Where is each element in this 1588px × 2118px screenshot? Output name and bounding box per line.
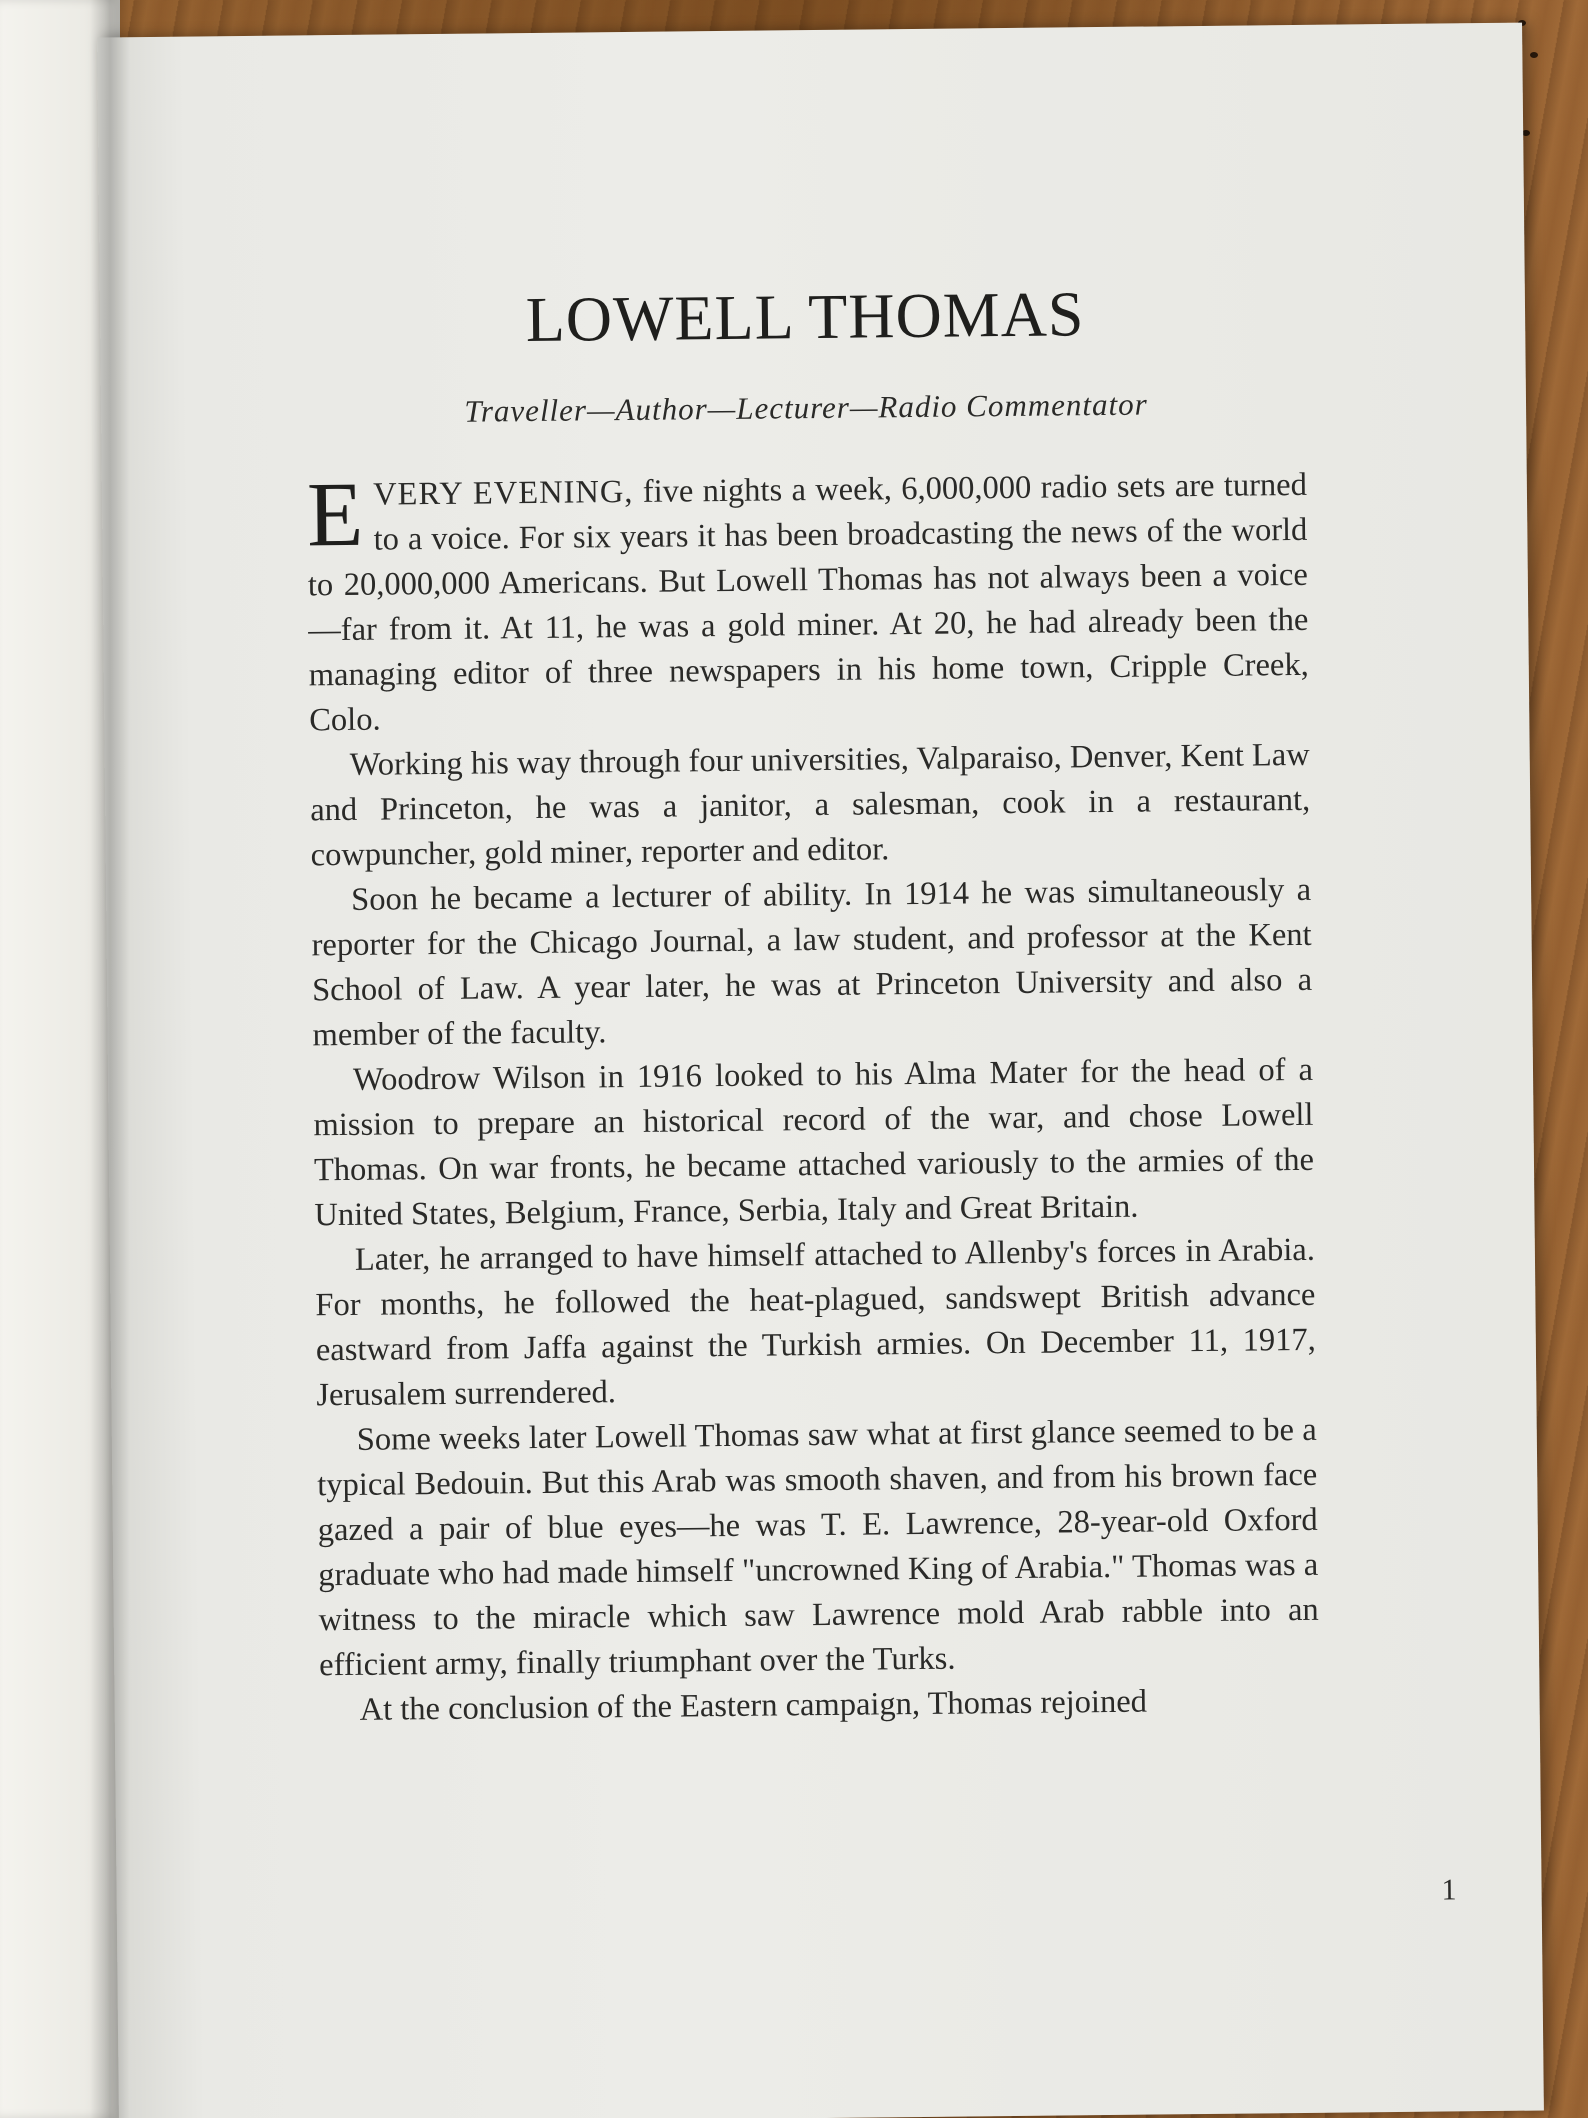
paragraph-1-text: five nights a week, 6,000,000 radio sets are turned to a voice. For six years it has been broadcasting the news of the world to 20,000,000 Americans. But Lowell Thomas has not always been a voice—far from it. At 11, he was a gold miner. At 20, he had already been the managing editor of three newspapers in his home town, Cripple Creek, Colo. xyxy=(307,466,1309,739)
paragraph-5: Later, he arranged to have himself attached to Allenby's forces in Arabia. For months, he followed the heat-plagued, sandswept British advance eastward from Jaffa against the Turkish armies. On December 11, 1917, Jerusalem surrendered. xyxy=(315,1231,1316,1414)
paragraph-1 xyxy=(307,463,1310,743)
page-subtitle: Traveller—Author—Lecturer—Radio Commentator xyxy=(464,386,1148,429)
book-gutter-shadow xyxy=(90,0,130,2118)
paragraph-4: Woodrow Wilson in 1916 looked to his Alma Mater for the head of a mission to prepare an historical record of the war, and chose Lowell Thomas. On war fronts, he became attached variously to the armies of the United States, Belgium, France, Serbia, Italy and Great Britain. xyxy=(313,1051,1315,1234)
page-number: 1 xyxy=(1441,1873,1457,1907)
page-content xyxy=(305,275,1457,1907)
paragraph-3: Soon he became a lecturer of ability. In 1914 he was simultaneously a reporter for the Chicago Journal, a law student, and professor at the Kent School of Law. A year later, he was at Princeton University and also a member of the faculty. xyxy=(311,871,1313,1054)
drop-cap: E xyxy=(306,462,364,566)
book-page xyxy=(97,23,1544,2118)
paragraph-6: Some weeks later Lowell Thomas saw what at first glance seemed to be a typical Bedouin. But this Arab was smooth shaven, and from his brown face gazed a pair of blue eyes—he was T. E. Lawrence, 28-year-old Oxford graduate who had made himself "uncrowned King of Arabia." Thomas was a witness to the miracle which saw Lawrence mold Arab rabble into an efficient army, finally triumphant over the Turks. xyxy=(317,1411,1319,1684)
paragraph-7: At the conclusion of the Eastern campaign, Thomas rejoined xyxy=(359,1683,1148,1728)
paragraph-2: Working his way through four universities, Valparaiso, Denver, Kent Law and Princeton, he was a janitor, a salesman, cook in a restaurant, cowpuncher, gold miner, reporter and editor. xyxy=(310,736,1311,874)
wood-knot xyxy=(1530,52,1538,58)
page-title: LOWELL THOMAS xyxy=(525,278,1085,356)
opening-small-caps: VERY EVENING, xyxy=(372,473,634,513)
